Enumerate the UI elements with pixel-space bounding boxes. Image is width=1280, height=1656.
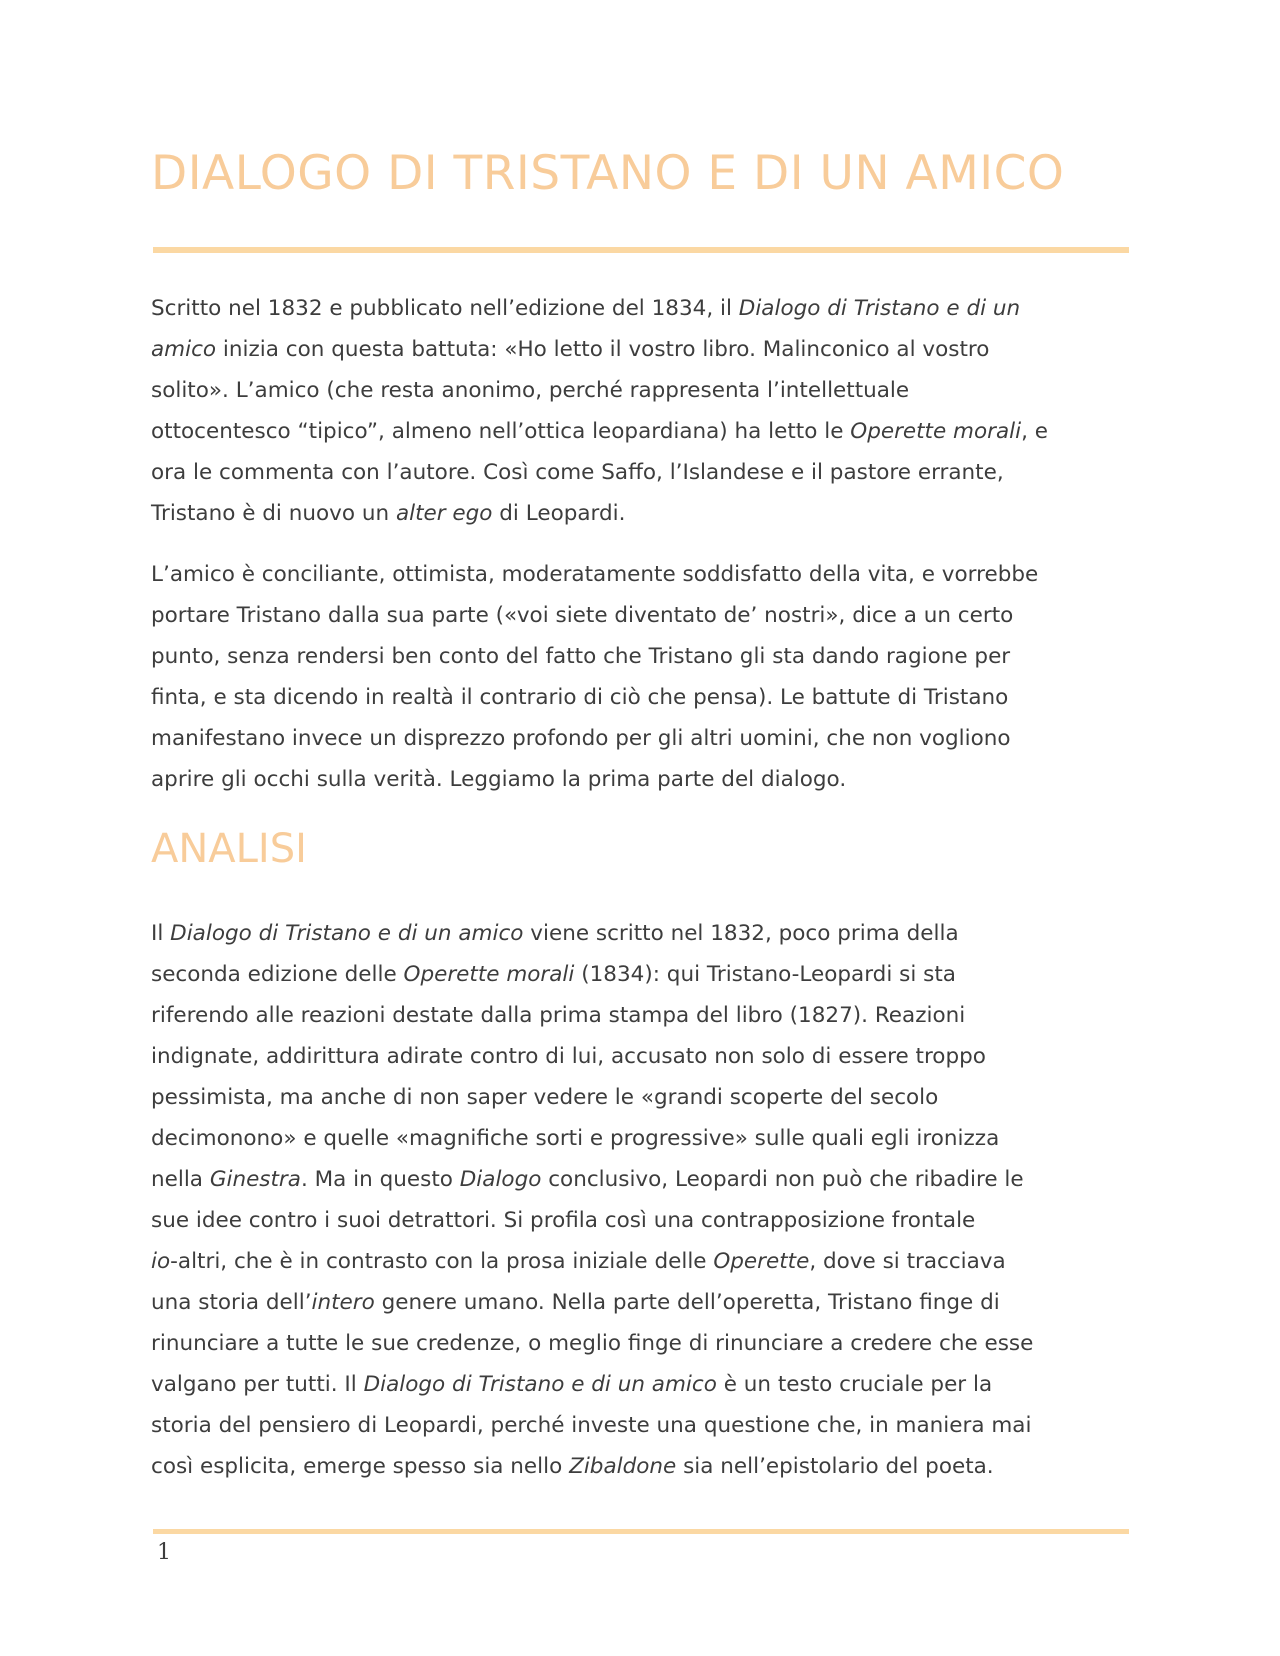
text-run: una storia dell’ xyxy=(151,1290,312,1315)
text-run: viene scritto nel 1832, poco prima della xyxy=(523,921,959,946)
text-run: di Leopardi. xyxy=(492,501,626,526)
text-line xyxy=(151,1200,1033,1241)
text-line xyxy=(151,1323,1033,1364)
text-line xyxy=(151,1405,1033,1446)
italic-run: amico xyxy=(151,337,217,362)
text-run: sia nell’epistolario del poeta. xyxy=(676,1454,994,1479)
text-line xyxy=(151,411,1048,452)
italic-run: intero xyxy=(311,1290,375,1315)
text-line xyxy=(151,1282,1033,1323)
text-run: ottocentesco “tipico”, almeno nell’ottica leopardiana) ha letto le xyxy=(151,419,851,444)
text-line xyxy=(151,913,1033,954)
italic-run: Operette morali xyxy=(850,419,1022,444)
text-line xyxy=(151,1159,1033,1200)
text-run: -altri, che è in contrasto con la prosa iniziale delle xyxy=(170,1249,714,1274)
text-run: , dove si tracciava xyxy=(809,1249,1006,1274)
text-line xyxy=(151,995,1033,1036)
page-title: DIALOGO DI TRISTANO E DI UN AMICO xyxy=(151,146,1065,201)
text-run: inizia con questa battuta: «Ho letto il vostro libro. Malinconico al vostro xyxy=(216,337,990,362)
text-run: manifestano invece un disprezzo profondo per gli altri uomini, che non vogliono xyxy=(151,726,1011,751)
text-run: così esplicita, emerge spesso sia nello xyxy=(151,1454,570,1479)
text-run: , e xyxy=(1021,419,1049,444)
text-line xyxy=(151,329,1048,370)
text-line xyxy=(151,1364,1033,1405)
text-run: . Ma in questo xyxy=(300,1167,460,1192)
text-run: L’amico è conciliante, ottimista, moderatamente soddisfatto della vita, e vorrebbe xyxy=(151,562,1039,587)
text-run: portare Tristano dalla sua parte («voi siete diventato de’ nostri», dice a un certo xyxy=(151,603,1014,628)
title-divider xyxy=(153,247,1129,253)
text-line xyxy=(151,1036,1033,1077)
italic-run: io xyxy=(151,1249,171,1274)
text-run: Il xyxy=(151,921,171,946)
text-line xyxy=(151,759,1038,800)
text-run: indignate, addirittura adirate contro di lui, accusato non solo di essere troppo xyxy=(151,1044,986,1069)
text-run: aprire gli occhi sulla verità. Leggiamo la prima parte del dialogo. xyxy=(151,767,847,792)
text-line xyxy=(151,370,1048,411)
text-run: riferendo alle reazioni destate dalla prima stampa del libro (1827). Reazioni xyxy=(151,1003,966,1028)
footer-divider xyxy=(153,1529,1129,1534)
italic-run: Operette morali xyxy=(403,962,575,987)
text-run: Tristano è di nuovo un xyxy=(151,501,396,526)
text-line xyxy=(151,1241,1033,1282)
second-paragraph xyxy=(151,554,1038,800)
text-run: solito». L’amico (che resta anonimo, perché rappresenta l’intellettuale xyxy=(151,378,910,403)
text-run: ora le commenta con l’autore. Così come Saffo, l’Islandese e il pastore errante, xyxy=(151,460,1004,485)
text-run: valgano per tutti. Il xyxy=(151,1372,364,1397)
text-run: seconda edizione delle xyxy=(151,962,404,987)
text-run: è un testo cruciale per la xyxy=(716,1372,993,1397)
text-line xyxy=(151,288,1048,329)
text-run: (1834): qui Tristano-Leopardi si sta xyxy=(574,962,956,987)
text-run: sue idee contro i suoi detrattori. Si profila così una contrapposizione frontale xyxy=(151,1208,976,1233)
text-run: decimonono» e quelle «magnifiche sorti e progressive» sulle quali egli ironizza xyxy=(151,1126,1000,1151)
italic-run: alter ego xyxy=(395,501,493,526)
text-run: storia del pensiero di Leopardi, perché investe una questione che, in maniera mai xyxy=(151,1413,1032,1438)
text-run: punto, senza rendersi ben conto del fatto che Tristano gli sta dando ragione per xyxy=(151,644,1011,669)
text-run: finta, e sta dicendo in realtà il contrario di ciò che pensa). Le battute di Tristano xyxy=(151,685,1009,710)
italic-run: Ginestra xyxy=(209,1167,301,1192)
text-run: genere umano. Nella parte dell’operetta, Tristano finge di xyxy=(374,1290,1000,1315)
text-run: rinunciare a tutte le sue credenze, o meglio finge di rinunciare a credere che esse xyxy=(151,1331,1034,1356)
text-line xyxy=(151,452,1048,493)
italic-run: Dialogo xyxy=(459,1167,542,1192)
text-run: pessimista, ma anche di non saper vedere le «grandi scoperte del secolo xyxy=(151,1085,939,1110)
text-line xyxy=(151,1077,1033,1118)
section-heading-analisi: ANALISI xyxy=(151,826,307,872)
text-line xyxy=(151,718,1038,759)
italic-run: Dialogo di Tristano e di un amico xyxy=(170,921,524,946)
intro-paragraph xyxy=(151,288,1048,534)
text-line xyxy=(151,954,1033,995)
italic-run: Zibaldone xyxy=(569,1454,677,1479)
italic-run: Operette xyxy=(713,1249,810,1274)
text-run: Scritto nel 1832 e pubblicato nell’edizione del 1834, il xyxy=(151,296,739,321)
text-line xyxy=(151,493,1048,534)
analysis-paragraph xyxy=(151,913,1033,1487)
text-line xyxy=(151,554,1038,595)
text-line xyxy=(151,636,1038,677)
text-run: nella xyxy=(151,1167,210,1192)
page-number: 1 xyxy=(157,1540,171,1565)
text-line xyxy=(151,677,1038,718)
text-run: conclusivo, Leopardi non può che ribadire le xyxy=(541,1167,1024,1192)
text-line xyxy=(151,1118,1033,1159)
italic-run: Dialogo di Tristano e di un amico xyxy=(363,1372,717,1397)
text-line xyxy=(151,1446,1033,1487)
italic-run: Dialogo di Tristano e di un xyxy=(738,296,1021,321)
text-line xyxy=(151,595,1038,636)
